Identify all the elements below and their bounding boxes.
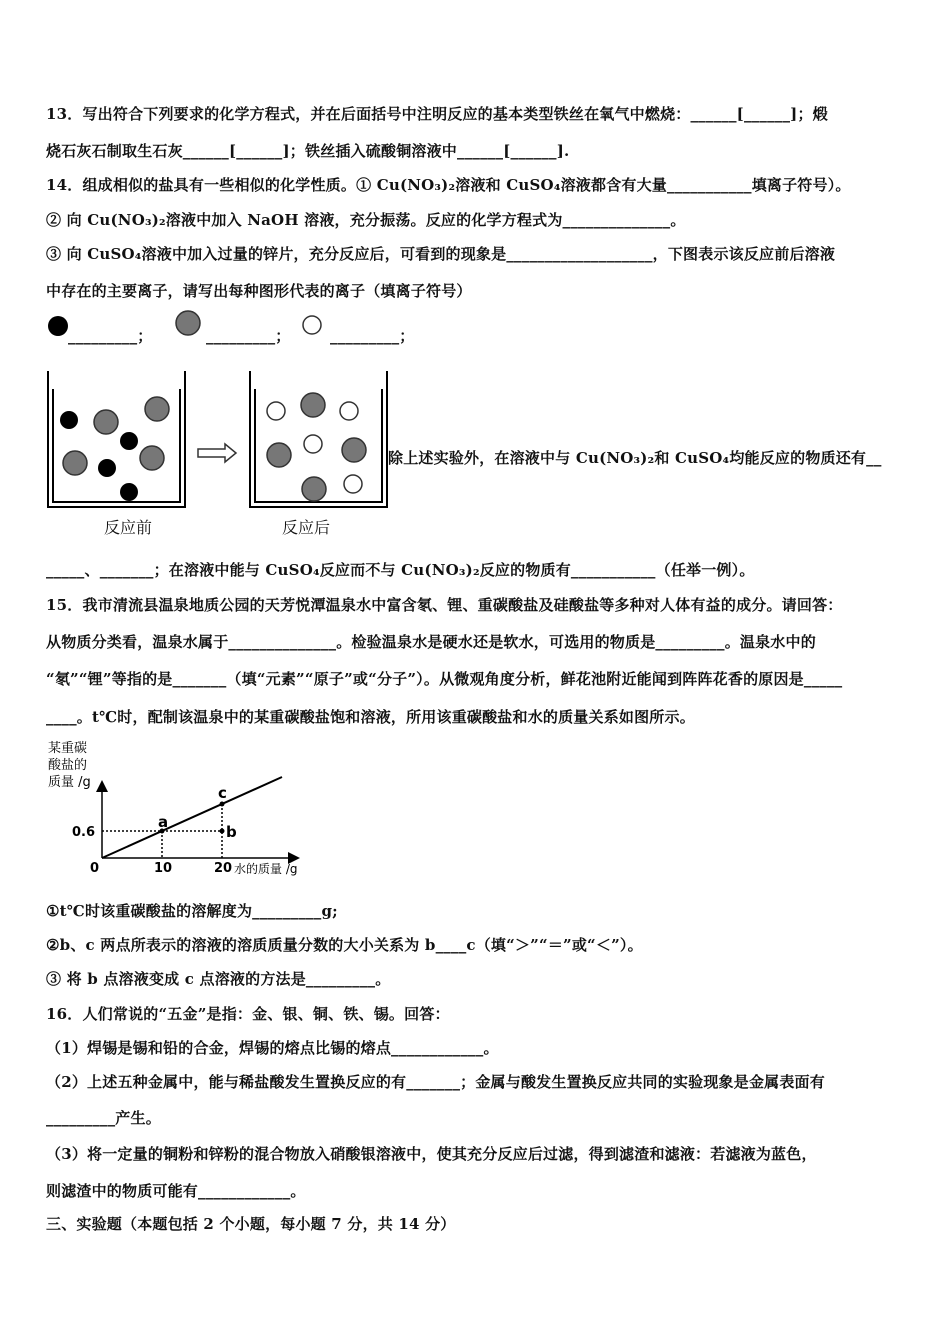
arrow-right-icon <box>198 444 236 462</box>
q14-line-4: 中存在的主要离子，请写出每种图形代表的离子（填离子符号） <box>46 282 472 300</box>
y-tick-0.6: 0.6 <box>72 825 96 840</box>
x-label: 水的质量 /g <box>234 862 298 876</box>
x-tick-20: 20 <box>214 861 233 876</box>
legend-blank-black: _________； <box>68 327 153 345</box>
x-tick-10: 10 <box>154 861 173 876</box>
point-label-a: a <box>158 813 169 831</box>
ions-before <box>60 397 169 501</box>
q16-line-1: 16．人们常说的“五金”是指：金、银、铜、铁、锡。回答： <box>46 1005 450 1023</box>
solubility-chart <box>40 738 330 888</box>
reaction-beakers-diagram <box>40 365 390 515</box>
y-label-line-2: 质量 /g <box>48 775 91 790</box>
legend-blank-gray: _________； <box>206 327 291 345</box>
section-3-title: 三、实验题（本题包括 2 个小题，每小题 7 分，共 14 分） <box>46 1215 456 1233</box>
black-circle-icon <box>48 316 68 336</box>
q15-line-2: 从物质分类看，温泉水属于______________。检验温泉水是硬水还是软水，可选用的物质是_________。温泉水中的 <box>46 633 816 651</box>
point-label-b: b <box>226 823 237 841</box>
q14-line-2: ② 向 Cu(NO₃)₂溶液中加入 NaOH 溶液，充分振荡。反应的化学方程式为______________。 <box>46 211 686 229</box>
q15-line-3: “氡”“锂”等指的是_______（填“元素”“原子”或“分子”）。从微观角度分析，鲜花池附近能闻到阵阵花香的原因是_____ <box>46 670 843 688</box>
q14-line-5: _____、_______；在溶液中能与 CuSO₄反应而不与 Cu(NO₃)₂反应的物质有___________（任举一例）。 <box>46 561 755 579</box>
q15-sub-1: ①t℃时该重碳酸盐的溶解度为_________g; <box>46 902 338 920</box>
y-label-line-1: 酸盐的 <box>48 758 88 773</box>
y-label-line-0: 某重碳 <box>48 741 88 756</box>
ions-after <box>267 393 366 501</box>
x-tick-0: 0 <box>90 861 100 876</box>
q16-line-3: （2）上述五种金属中，能与稀盐酸发生置换反应的有_______；金属与酸发生置换反应共同的实验现象是金属表面有 <box>46 1073 825 1091</box>
q15-sub-3: ③ 将 b 点溶液变成 c 点溶液的方法是_________。 <box>46 970 391 988</box>
caption-after: 反应后 <box>282 518 331 537</box>
series-line <box>102 777 282 858</box>
q16-line-2: （1）焊锡是锡和铅的合金，焊锡的熔点比锡的熔点____________。 <box>46 1039 499 1057</box>
gray-circle-icon <box>176 311 200 335</box>
caption-before: 反应前 <box>104 518 153 537</box>
point-b <box>220 829 225 834</box>
beaker-before <box>48 371 185 507</box>
q16-line-5: （3）将一定量的铜粉和锌粉的混合物放入硝酸银溶液中，使其充分反应后过滤，得到滤渣和滤液：若滤液为蓝色， <box>46 1145 817 1163</box>
q15-line-4: ____。t℃时，配制该温泉中的某重碳酸盐饱和溶液，所用该重碳酸盐和水的质量关系如图所示。 <box>46 708 695 726</box>
legend-blank-white: _________； <box>330 327 415 345</box>
q16-line-4: _________产生。 <box>46 1109 161 1127</box>
point-c <box>220 802 225 807</box>
q15-line-1: 15．我市清流县温泉地质公园的天芳悦潭温泉水中富含氡、锂、重碳酸盐及硅酸盐等多种对人体有益的成分。请回答： <box>46 596 843 614</box>
q14-line-3: ③ 向 CuSO₄溶液中加入过量的锌片，充分反应后，可看到的现象是___________________，下图表示该反应前后溶液 <box>46 245 836 263</box>
q14-line-1: 14．组成相似的盐具有一些相似的化学性质。① Cu(NO₃)₂溶液和 CuSO₄溶液都含有大量___________填离子符号）。 <box>46 176 851 194</box>
q13-line-2: 烧石灰石制取生石灰______[______]；铁丝插入硫酸铜溶液中______[______]. <box>46 142 570 160</box>
point-label-c: c <box>218 784 227 802</box>
q15-sub-2: ②b、c 两点所表示的溶液的溶质质量分数的大小关系为 b____c（填“＞”“＝”或“＜”）。 <box>46 936 643 954</box>
q13-line-1: 13．写出符合下列要求的化学方程式，并在后面括号中注明反应的基本类型铁丝在氧气中燃烧：______[______]；煅 <box>46 105 828 123</box>
q14-side-text: 除上述实验外，在溶液中与 Cu(NO₃)₂和 CuSO₄均能反应的物质还有__ <box>388 449 882 467</box>
q16-line-6: 则滤渣中的物质可能有____________。 <box>46 1182 306 1200</box>
white-circle-icon <box>303 316 321 334</box>
